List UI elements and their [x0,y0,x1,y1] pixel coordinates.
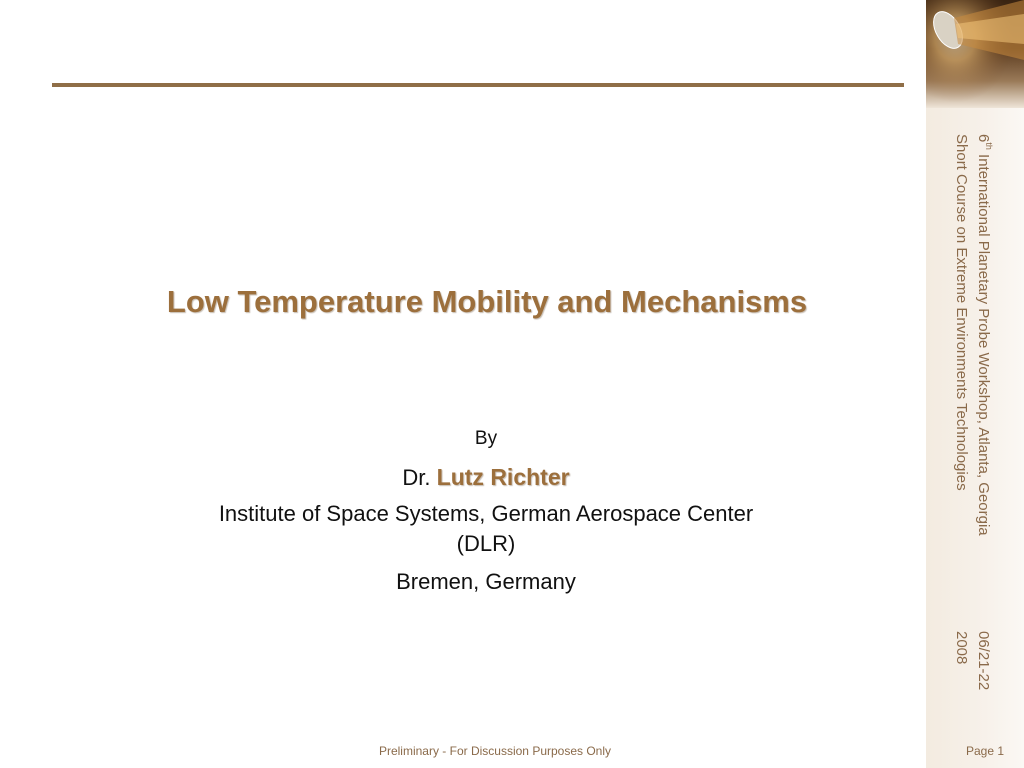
date-caption [950,631,994,690]
workshop-caption-line2: Short Course on Extreme Environments Technologies [953,134,970,491]
institute-line2: (DLR) [456,531,516,556]
author-block [150,424,822,597]
date-caption-line1: 06/21-22 [975,631,992,691]
workshop-caption-line1-text: International Planetary Probe Workshop, Atlanta, Georgia [975,149,992,536]
page-number: Page 1 [966,744,1005,758]
probe-entry-image [926,0,1024,108]
author-line [150,462,822,493]
institute-line1: Institute of Space Systems, German Aerospace Center [218,501,754,526]
workshop-caption-line1 [972,134,1000,536]
slide-title: Low Temperature Mobility and Mechanisms [166,284,808,319]
workshop-ordinal-suffix: th [984,142,994,150]
location: Bremen, Germany [396,569,576,594]
author-prefix: Dr. [402,465,431,490]
by-label: By [474,428,498,449]
workshop-ordinal: 6 [975,134,992,143]
footer-disclaimer: Preliminary - For Discussion Purposes Only [378,744,612,758]
author-name: Lutz Richter [436,464,570,490]
workshop-caption [950,134,1000,536]
top-divider [52,83,904,87]
date-caption-line2: 2008 [953,631,970,665]
